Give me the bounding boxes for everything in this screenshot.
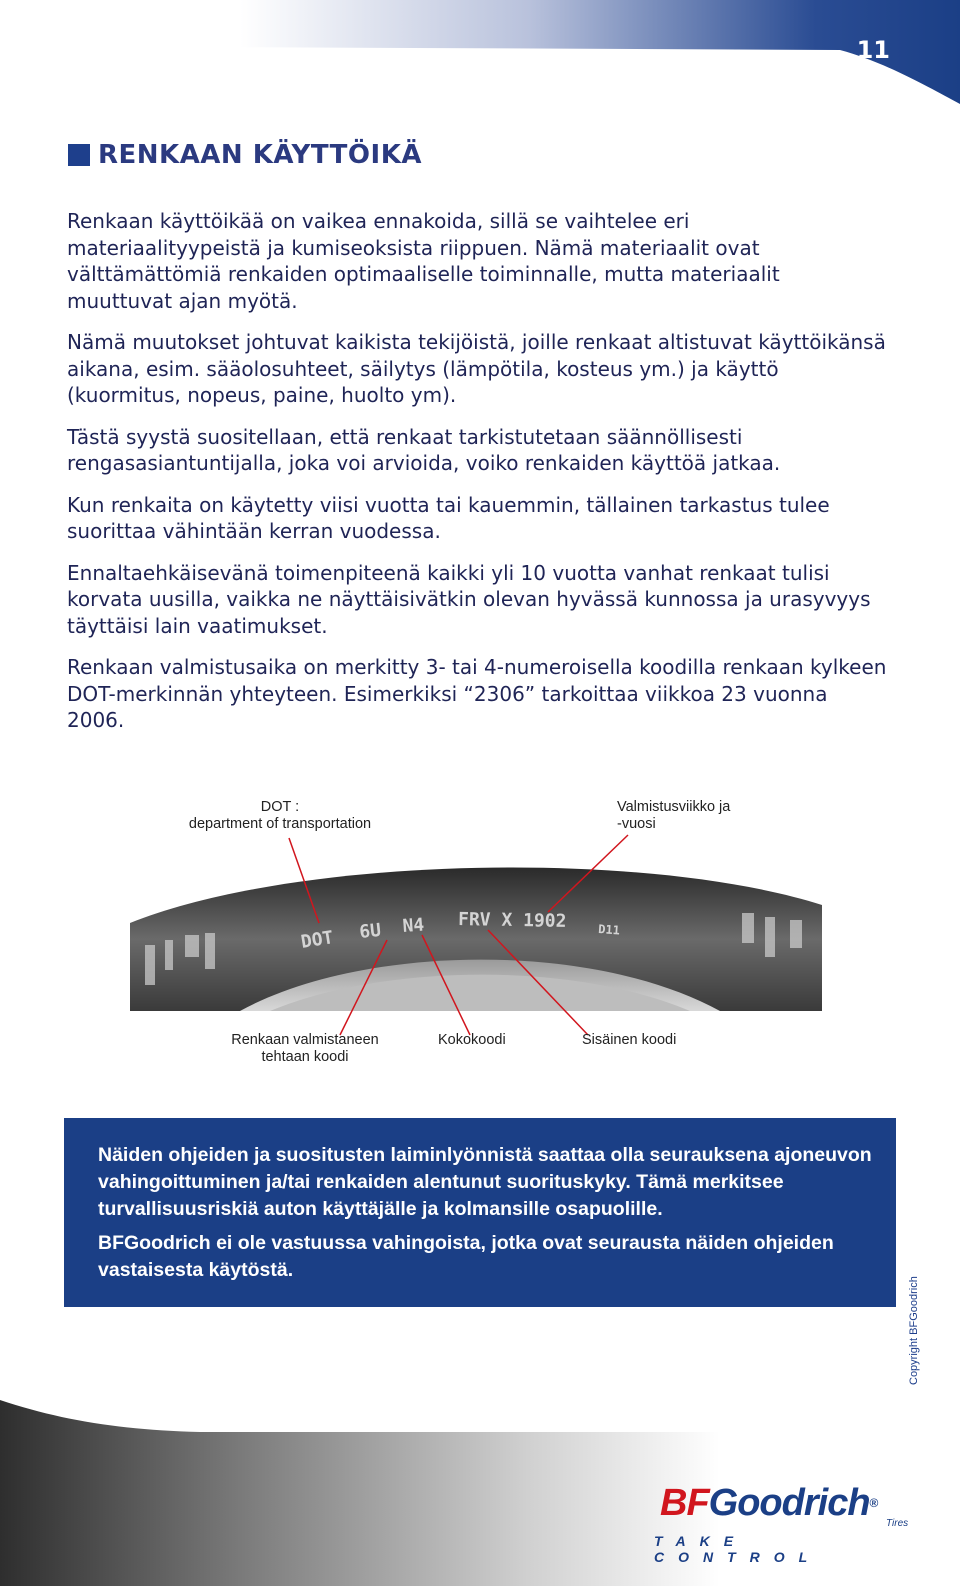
paragraph: Kun renkaita on käytetty viisi vuotta tai kauemmin, tällainen tarkastus tulee suorittaa vähintään kerran vuodessa. (67, 492, 830, 543)
tire-sidewall-image (0, 795, 960, 1095)
copyright-text: Copyright BFGoodrich (908, 1276, 920, 1385)
bfgoodrich-logo (654, 1482, 922, 1565)
label-dot-line1: DOT : (260, 799, 300, 815)
label-week-line2: -vuosi (617, 816, 656, 832)
heading-square-icon (68, 144, 90, 166)
warning-disclaimer: BFGoodrich ei ole vastuussa vahingoista, jotka ovat seurausta näiden ohjeiden vastaisesta käytöstä. (98, 1232, 834, 1281)
label-plant-line1: Renkaan valmistaneen (231, 1032, 379, 1048)
body-text (67, 208, 887, 749)
section-title: RENKAAN KÄYTTÖIKÄ (98, 140, 422, 170)
tire-sidewall-figure (0, 795, 960, 1095)
paragraph: Renkaan valmistusaika on merkitty 3- tai 4-numeroisella koodilla renkaan kylkeen DOT-merkinnän yhteyteen. Esimerkiksi “2306” tarkoittaa viikkoa 23 vuonna 2006. (67, 655, 887, 732)
logo-registered: ® (869, 1496, 878, 1510)
marking-size: N4 (401, 914, 425, 937)
warning-box (64, 1118, 896, 1307)
logo-tagline: TAKE CONTROL (654, 1533, 822, 1565)
label-size-code: Kokokoodi (438, 1032, 506, 1048)
paragraph: Renkaan käyttöikää on vaikea ennakoida, sillä se vaihtelee eri materiaalityypeistä ja kumiseoksista riippuen. Nämä materiaalit ovat välttämättömiä renkaiden optimaaliselle toiminnalle, mutta materiaalit muuttuvat ajan myötä. (67, 209, 780, 313)
label-plant-code (225, 1032, 385, 1066)
paragraph: Ennaltaehkäisevänä toimenpiteenä kaikki yli 10 vuotta vanhat renkaat tulisi korvata uusilla, vaikka ne näyttäisivätkin olevan hyvässä kunnossa ja urasyvyys täyttäisi lain vaatimukset. (67, 560, 871, 638)
paragraph: Tästä syystä suositellaan, että renkaat tarkistutetaan säännöllisesti rengasasiantuntijalla, joka voi arvioida, voiko renkaiden käyttöä jatkaa. (67, 424, 781, 475)
logo-bf: BF (660, 1482, 709, 1524)
label-dot (180, 799, 380, 833)
marking-date: FRV X 1902 (457, 909, 567, 932)
marking-dot: DOT (299, 927, 335, 953)
section-heading (68, 140, 422, 170)
logo-tires: Tires (886, 1518, 909, 1529)
top-header-band (0, 0, 960, 110)
label-dot-line2: department of transportation (188, 816, 372, 832)
logo-wordmark (660, 1483, 877, 1523)
label-week-year (617, 799, 777, 833)
marking-internal: D11 (597, 922, 621, 938)
page-number: 11 (856, 36, 890, 64)
label-plant-line2: tehtaan koodi (261, 1049, 349, 1065)
warning-paragraph: Näiden ohjeiden ja suositusten laiminlyönnistä saattaa olla seurauksena ajoneuvon vahingoittuminen ja/tai renkaiden alentunut suorituskyky. Tämä merkitsee turvallisuusriskiä auton käyttäjälle ja kolmansille osapuolille. (98, 1144, 872, 1220)
label-week-line1: Valmistusviikko ja (617, 799, 731, 815)
label-internal-code: Sisäinen koodi (582, 1032, 677, 1048)
marking-plant: 6U (358, 919, 383, 943)
logo-goodrich: Goodrich (708, 1482, 870, 1524)
paragraph: Nämä muutokset johtuvat kaikista tekijöistä, joille renkaat altistuvat käyttöikänsä aikana, esim. sääolosuhteet, säilytys (lämpötila, kosteus ym.) ja käyttö (kuormitus, nopeus, paine, huolto ym). (67, 330, 886, 407)
